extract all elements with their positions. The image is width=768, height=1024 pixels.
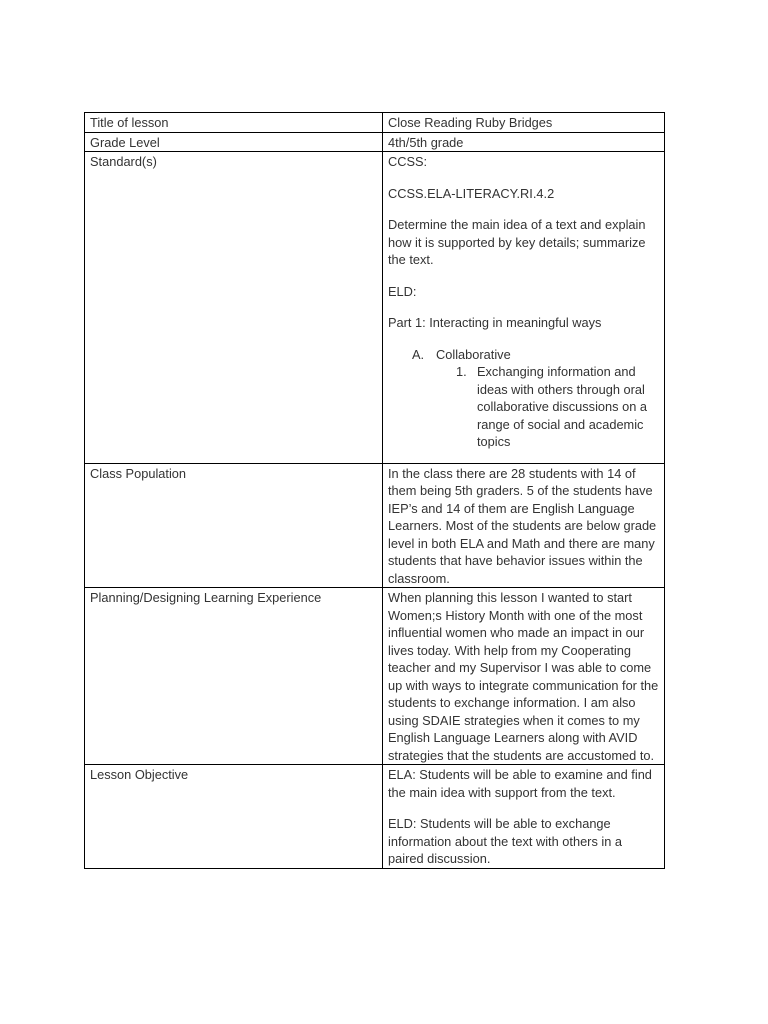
population-value: In the class there are 28 students with 14 of them being 5th graders. 5 of the students have IEP’s and 14 of them are English Language Learners. Most of the students are below grade level in both ELA and Math and there are many students that have behavior issues within the classroom. bbox=[383, 463, 665, 588]
objective-label: Lesson Objective bbox=[85, 765, 383, 869]
eld-list bbox=[412, 346, 659, 451]
row-class-population bbox=[85, 463, 665, 588]
objective-eld: ELD: Students will be able to exchange information about the text with others in a paired discussion. bbox=[388, 816, 623, 866]
population-label: Class Population bbox=[85, 463, 383, 588]
grade-value: 4th/5th grade bbox=[383, 132, 665, 152]
eld-heading: ELD: bbox=[388, 283, 417, 299]
eld-list-item bbox=[412, 346, 659, 364]
standards-label: Standard(s) bbox=[85, 152, 383, 464]
row-planning bbox=[85, 588, 665, 765]
eld-item-text: Collaborative bbox=[436, 346, 511, 362]
title-value: Close Reading Ruby Bridges bbox=[383, 113, 665, 133]
eld-item-marker: A. bbox=[412, 346, 425, 362]
eld-sublist-item bbox=[456, 363, 659, 451]
row-standards bbox=[85, 152, 665, 464]
grade-label: Grade Level bbox=[85, 132, 383, 152]
row-lesson-objective bbox=[85, 765, 665, 869]
lesson-plan-table bbox=[84, 112, 665, 869]
standards-value bbox=[383, 152, 665, 464]
eld-part: Part 1: Interacting in meaningful ways bbox=[388, 315, 602, 330]
planning-label: Planning/Designing Learning Experience bbox=[85, 588, 383, 765]
ccss-code: CCSS.ELA-LITERACY.RI.4.2 bbox=[388, 185, 555, 201]
objective-value bbox=[383, 765, 665, 869]
title-label: Title of lesson bbox=[85, 113, 383, 133]
eld-subitem-marker: 1. bbox=[456, 364, 467, 379]
objective-ela: ELA: Students will be able to examine and find the main idea with support from the text. bbox=[388, 767, 652, 800]
eld-subitem-text: Exchanging information and ideas with others through oral collaborative discussions on a range of social and academic topics bbox=[477, 364, 648, 449]
row-title bbox=[85, 113, 665, 133]
ccss-text: Determine the main idea of a text and explain how it is supported by key details; summarize the text. bbox=[388, 217, 646, 267]
ccss-heading: CCSS: bbox=[388, 154, 428, 169]
planning-value: When planning this lesson I wanted to start Women;s History Month with one of the most influential women who made an impact in our lives today. With help from my Cooperating teacher and my Supervisor I was able to come up with ways to integrate communication for the students to exchange information. I am also using SDAIE strategies when it comes to my English Language Learners along with AVID strategies that the students are accustomed to. bbox=[383, 588, 665, 765]
row-grade-level bbox=[85, 132, 665, 152]
